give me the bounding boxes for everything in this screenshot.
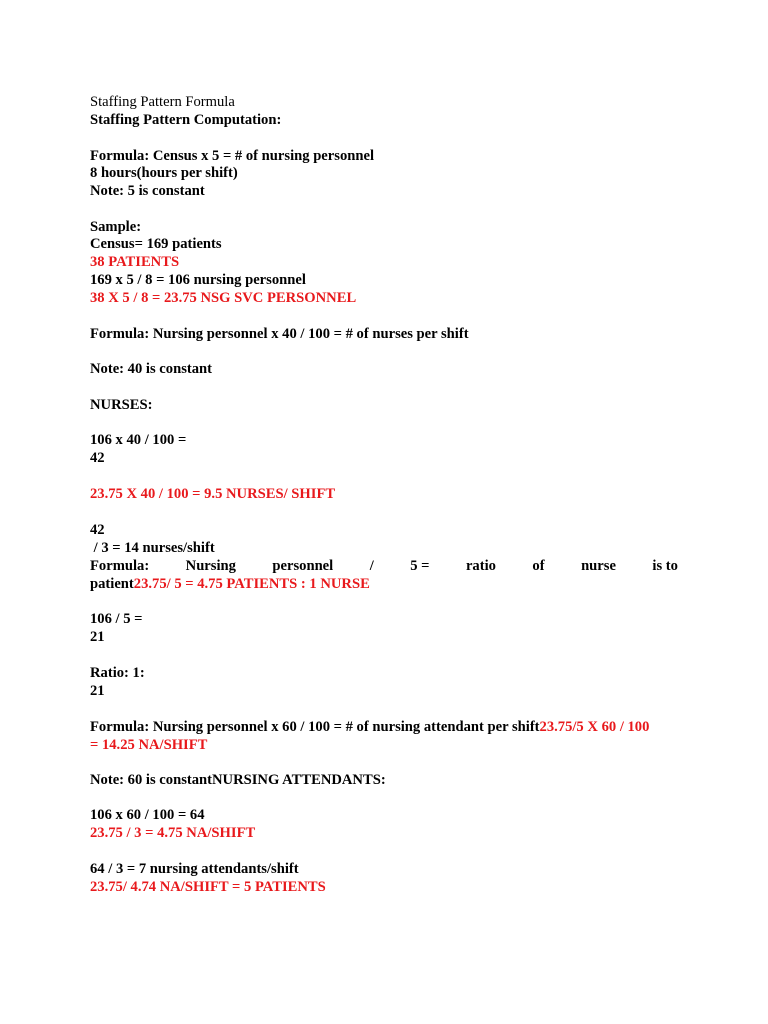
formula-attendants-line [90,718,678,736]
formula-ratio-end-line [90,575,678,593]
note-60-constant: Note: 60 is constantNURSING ATTENDANTS: [90,772,386,788]
red-calc-nurses: 23.75 X 40 / 100 = 9.5 NURSES/ SHIFT [90,486,336,502]
formula-word: Nursing [185,558,236,574]
red-calc-attendants: 23.75 / 3 = 4.75 NA/SHIFT [90,825,256,841]
red-formula-attendants-a: 23.75/5 X 60 / 100 [539,719,650,735]
calc-ratio: 106 / 5 = [90,611,143,627]
ratio-label: Ratio: 1: [90,665,145,681]
red-calc-patients: 23.75/ 4.74 NA/SHIFT = 5 PATIENTS [90,879,326,895]
hours-line: 8 hours(hours per shift) [90,165,238,181]
note-40-constant: Note: 40 is constant [90,361,213,377]
result-42: 42 [90,450,105,466]
calc-attendants-shift: 64 / 3 = 7 nursing attendants/shift [90,861,299,877]
red-formula-attendants-b: = 14.25 NA/SHIFT [90,737,208,753]
formula-attendants: Formula: Nursing personnel x 60 / 100 = # of nursing attendant per shift [90,719,540,735]
calc-personnel: 169 x 5 / 8 = 106 nursing personnel [90,272,306,288]
formula-census: Formula: Census x 5 = # of nursing personnel [90,148,375,164]
formula-ratio-end: patient [90,576,134,592]
formula-word: personnel [272,558,334,574]
formula-nurses: Formula: Nursing personnel x 40 / 100 = # of nurses per shift [90,326,469,342]
red-calc-personnel: 38 X 5 / 8 = 23.75 NSG SVC PERSONNEL [90,290,357,306]
formula-word: nurse [581,558,616,574]
nurses-heading: NURSES: [90,397,153,413]
formula-ratio-justified [90,557,678,575]
formula-word: Formula: [90,558,150,574]
formula-word: is to [652,558,678,574]
doc-subtitle: Staffing Pattern Computation: [90,112,282,128]
doc-title: Staffing Pattern Formula [90,94,235,110]
sample-label: Sample: [90,219,142,235]
result-21-b: 21 [90,683,105,699]
red-patients: 38 PATIENTS [90,254,180,270]
red-formula-ratio: 23.75/ 5 = 4.75 PATIENTS : 1 NURSE [133,576,370,592]
formula-word: 5 = [410,558,430,574]
formula-word: ratio [465,558,496,574]
note-5-constant: Note: 5 is constant [90,183,205,199]
formula-word: / [369,558,374,574]
div-3-line: / 3 = 14 nurses/shift [90,540,215,556]
calc-attendants: 106 x 60 / 100 = 64 [90,807,205,823]
calc-nurses: 106 x 40 / 100 = [90,432,187,448]
value-42: 42 [90,522,105,538]
formula-word: of [532,558,545,574]
census-line: Census= 169 patients [90,236,222,252]
result-21-a: 21 [90,629,105,645]
